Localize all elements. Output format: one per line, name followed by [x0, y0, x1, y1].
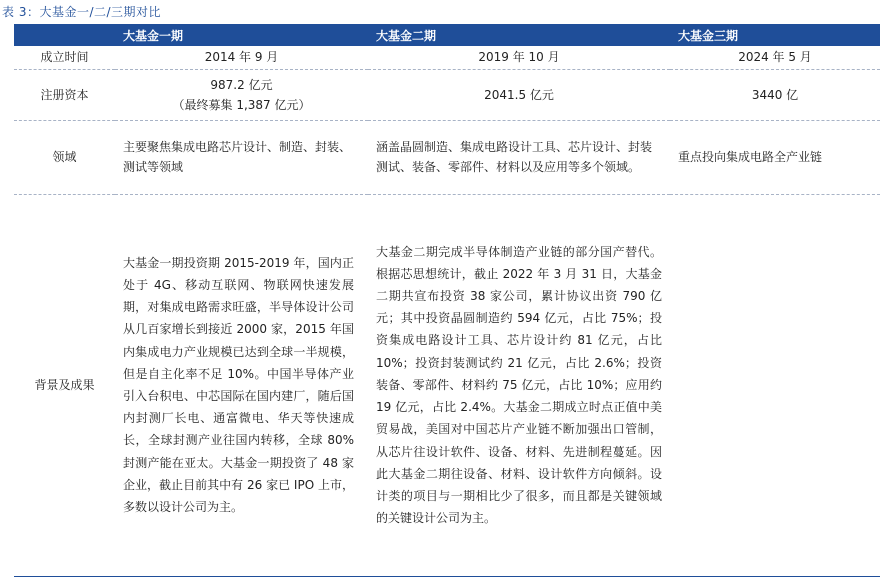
table-row — [14, 120, 880, 194]
row-label-time: 成立时间 — [14, 46, 115, 69]
cell-field-phase3: 重点投向集成电路全产业链 — [670, 120, 880, 194]
header-row — [14, 24, 880, 46]
comparison-table — [14, 24, 880, 577]
cell-field-phase2: 涵盖晶圆制造、集成电路设计工具、芯片设计、封装测试、装备、零部件、材料以及应用等多个领域。 — [368, 120, 670, 194]
table-row — [14, 46, 880, 69]
header-phase3: 大基金三期 — [670, 24, 880, 46]
cell-capital-phase1 — [115, 69, 368, 120]
cell-field-phase1: 主要聚焦集成电路芯片设计、制造、封装、测试等领域 — [115, 120, 368, 194]
row-label-background: 背景及成果 — [14, 194, 115, 576]
cell-capital-phase2: 2041.5 亿元 — [368, 69, 670, 120]
table-row — [14, 69, 880, 120]
cell-time-phase3: 2024 年 5 月 — [670, 46, 880, 69]
capital-phase1-line1: 987.2 亿元 — [210, 77, 273, 92]
header-blank — [14, 24, 115, 46]
capital-phase1-line2: （最终募集 1,387 亿元） — [172, 97, 311, 112]
cell-background-phase2: 大基金二期完成半导体制造产业链的部分国产替代。根据芯思想统计，截止 2022 年 3 月 31 日，大基金二期共宣布投资 38 家公司，累计协议出资 790 亿元；其中投资晶圆制造约 594 亿元，占比 75%；投资集成电路设计工具、芯片设计约 81 亿元，占比 10%；投资封装测试约 21 亿元，占比 2.6%；投资装备、零部件、材料约 75 亿元，占比 10%；应用约 19 亿元，占比 2.4%。大基金二期成立时点正值中美贸易战，美国对中国芯片产业链不断加强出口管制，从芯片往设计软件、设备、材料、先进制程蔓延。因此大基金二期往设备、材料、设计软件方向倾斜。设计类的项目与一期相比少了很多，而且都是关键领域的关键设计公司为主。 — [368, 194, 670, 576]
cell-time-phase1: 2014 年 9 月 — [115, 46, 368, 69]
cell-capital-phase3: 3440 亿 — [670, 69, 880, 120]
row-label-capital: 注册资本 — [14, 69, 115, 120]
table-caption: 表 3：大基金一/二/三期对比 — [2, 5, 162, 19]
cell-background-phase1: 大基金一期投资期 2015-2019 年，国内正处于 4G、移动互联网、物联网快速发展期，对集成电路需求旺盛，半导体设计公司从几百家增长到接近 2000 家，2015 年国内集成电力产业规模已达到全球一半规模，但是自主化率不足 10%。中国半导体产业引入台积电、中芯国际在国内建厂，随后国内封测厂长电、通富微电、华天等快速成长，全球封测产业往国内转移，全球 80%封测产能在亚太。大基金一期投资了 48 家企业，截止目前其中有 26 家已 IPO 上市，多数以设计公司为主。 — [115, 194, 368, 576]
cell-background-phase3 — [670, 194, 880, 576]
header-phase2: 大基金二期 — [368, 24, 670, 46]
table-row — [14, 194, 880, 576]
cell-time-phase2: 2019 年 10 月 — [368, 46, 670, 69]
header-phase1: 大基金一期 — [115, 24, 368, 46]
row-label-field: 领域 — [14, 120, 115, 194]
